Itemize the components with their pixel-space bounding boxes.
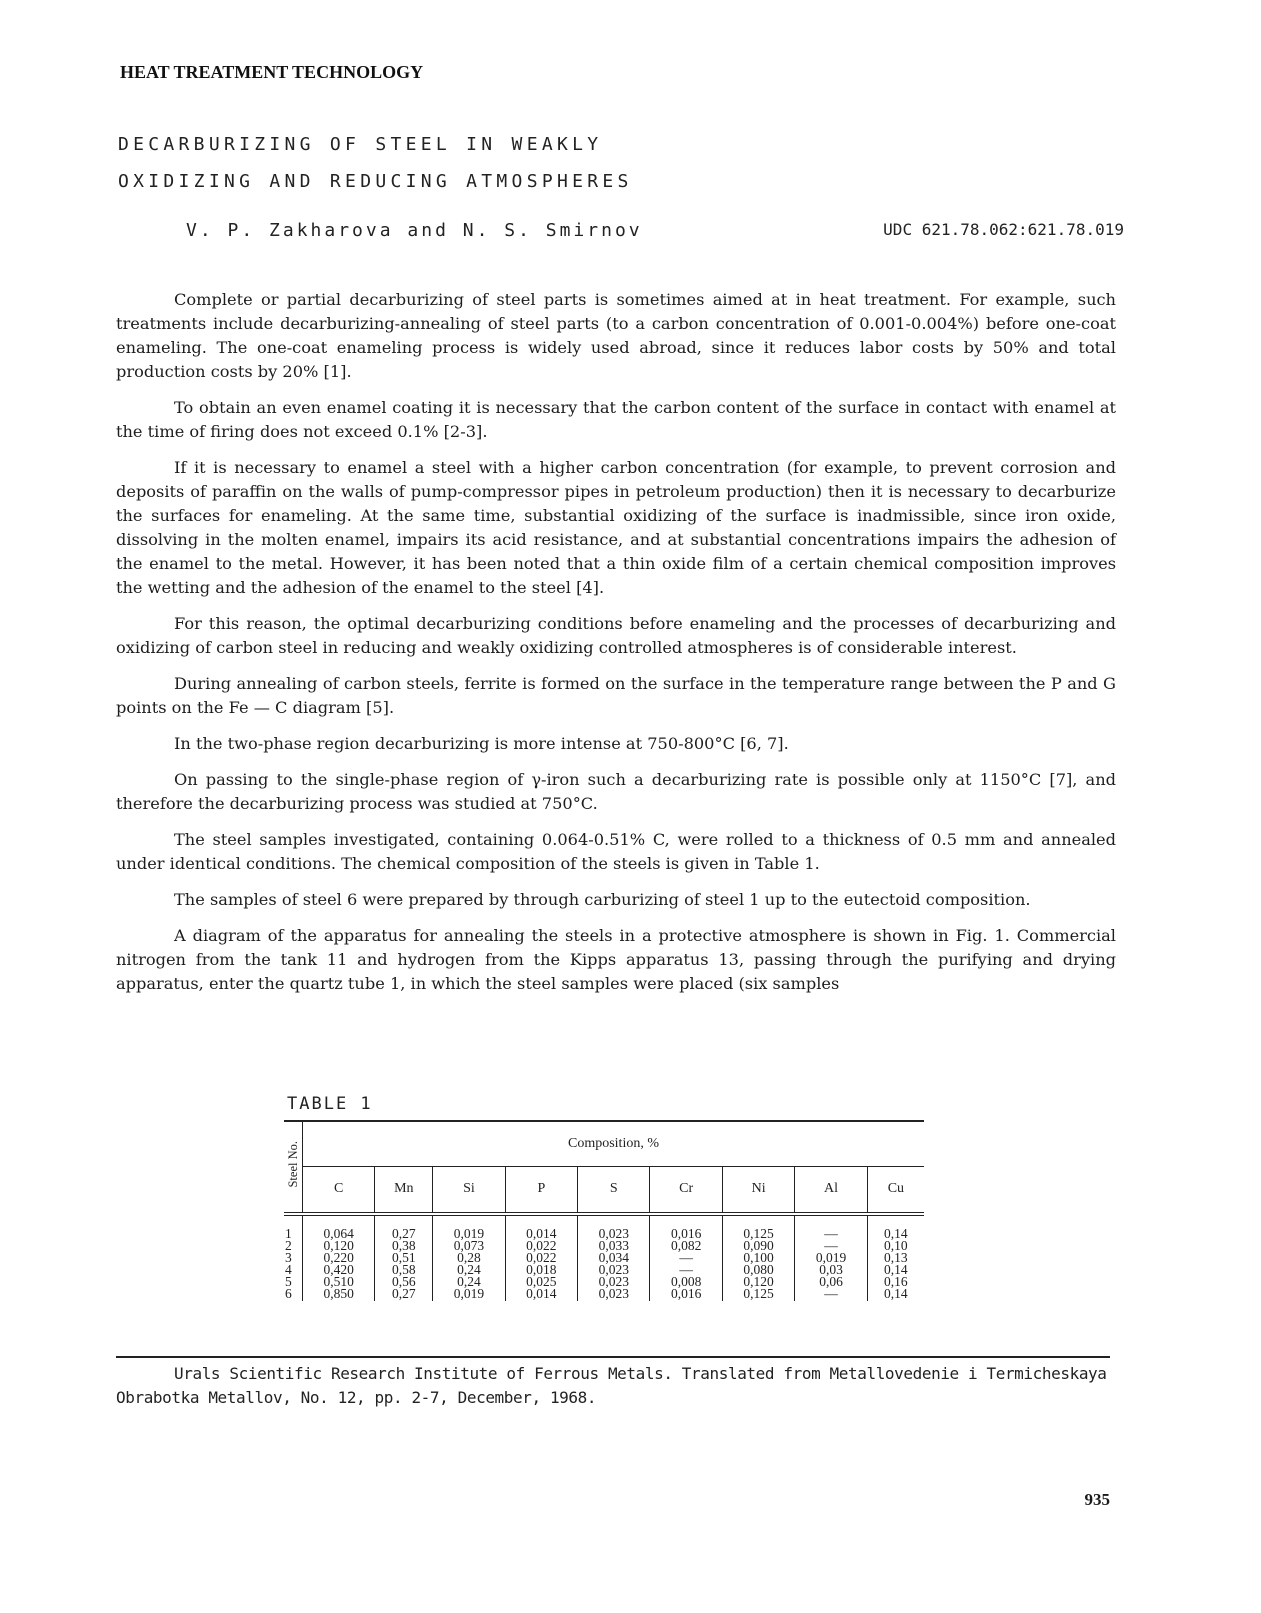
column-header-ni: Ni <box>722 1166 794 1212</box>
paragraph: The samples of steel 6 were prepared by through carburizing of steel 1 up to the eutectoid composition. <box>174 890 1031 909</box>
article-title-line-2: OXIDIZING AND REDUCING ATMOSPHERES <box>118 171 633 192</box>
column-header-s: S <box>578 1166 650 1212</box>
table-cell: 0,064 0,120 0,220 0,420 0,510 0,850 <box>303 1215 375 1301</box>
column-header-c: C <box>303 1166 375 1212</box>
table-cell: 0,016 0,082 — — 0,008 0,016 <box>650 1215 722 1301</box>
paragraph: In the two-phase region decarburizing is more intense at 750-800°C [6, 7]. <box>174 734 789 753</box>
section-header: HEAT TREATMENT TECHNOLOGY <box>120 62 424 82</box>
paragraph: The steel samples investigated, containing 0.064-0.51% C, were rolled to a thickness of 0.5 mm and annealed under identical conditions. The chemical composition of the steels is given in Table 1. <box>116 830 1116 873</box>
column-header-si: Si <box>433 1166 505 1212</box>
table-cell: 0,023 0,033 0,034 0,023 0,023 0,023 <box>578 1215 650 1301</box>
column-header-p: P <box>505 1166 577 1212</box>
paragraph: If it is necessary to enamel a steel with a higher carbon concentration (for example, to prevent corrosion and deposits of paraffin on the walls of pump-compressor pipes in petroleum production) then it is necessary to decarburize the surfaces for enameling. At the same time, substantial oxidizing of the surface is inadmissible, since iron oxide, dissolving in the molten enamel, impairs its acid resistance, and at substantial concentrations impairs the adhesion of the enamel to the metal. However, it has been noted that a thin oxide film of a certain chemical composition improves the wetting and the adhesion of the enamel to the steel [4]. <box>116 458 1116 597</box>
table-cell: 0,014 0,022 0,022 0,018 0,025 0,014 <box>505 1215 577 1301</box>
paragraph: To obtain an even enamel coating it is necessary that the carbon content of the surface in contact with enamel at the time of firing does not exceed 0.1% [2-3]. <box>116 398 1116 441</box>
column-header-mn: Mn <box>375 1166 433 1212</box>
paragraph: Complete or partial decarburizing of steel parts is sometimes aimed at in heat treatment. For example, such treatments include decarburizing-annealing of steel parts (to a carbon concentration of 0.001-0.004%) before one-coat enameling. The one-coat enameling process is widely used abroad, since it reduces labor costs by 50% and total production costs by 20% [1]. <box>116 290 1116 381</box>
paragraph: During annealing of carbon steels, ferrite is formed on the surface in the temperature range between the P and G points on the Fe — C diagram [5]. <box>116 674 1116 717</box>
table-cell: 0,14 0,10 0,13 0,14 0,16 0,14 <box>884 1225 908 1301</box>
table-label: TABLE 1 <box>287 1094 373 1114</box>
composition-table-wrapper <box>284 1120 924 1301</box>
table-cell: 0,019 0,073 0,28 0,24 0,24 0,019 <box>433 1215 505 1301</box>
column-header-cr: Cr <box>650 1166 722 1212</box>
paragraph: On passing to the single-phase region of γ-iron such a decarburizing rate is possible only at 1150°C [7], and therefore the decarburizing process was studied at 750°C. <box>116 770 1116 813</box>
authors: V. P. Zakharova and N. S. Smirnov <box>186 220 643 241</box>
steel-numbers: 1 2 3 4 5 6 <box>284 1215 303 1301</box>
paragraph: For this reason, the optimal decarburizing conditions before enameling and the processes of decarburizing and oxidizing of carbon steel in reducing and weakly oxidizing controlled atmospheres is of considerable interest. <box>116 614 1116 657</box>
article-body <box>116 288 1116 1008</box>
column-header-cu: Cu <box>887 1181 905 1196</box>
steel-number-header: Steel No. <box>285 1141 300 1189</box>
article-title-line-1: DECARBURIZING OF STEEL IN WEAKLY <box>118 134 603 155</box>
page-number: 935 <box>1084 1490 1110 1509</box>
udc-code: UDC 621.78.062:621.78.019 <box>883 220 1124 239</box>
table-cell: 0,27 0,38 0,51 0,58 0,56 0,27 <box>375 1215 433 1301</box>
footnote: Urals Scientific Research Institute of Ferrous Metals. Translated from Metallovedenie i Termicheskaya Obrabotka Metallov, No. 12, pp. 2-7, December, 1968. <box>116 1364 1107 1407</box>
composition-table <box>284 1122 924 1301</box>
footnote-divider <box>116 1356 1110 1358</box>
composition-header: Composition, % <box>303 1122 925 1166</box>
column-header-al: Al <box>795 1166 867 1212</box>
paragraph: A diagram of the apparatus for annealing the steels in a protective atmosphere is shown in Fig. 1. Commercial nitrogen from the tank 11 and hydrogen from the Kipps apparatus 13, passing through the purifying and drying apparatus, enter the quartz tube 1, in which the steel samples were placed (six samples <box>116 926 1116 993</box>
table-cell: 0,125 0,090 0,100 0,080 0,120 0,125 <box>722 1215 794 1301</box>
table-cell: — — 0,019 0,03 0,06 — <box>795 1215 867 1301</box>
